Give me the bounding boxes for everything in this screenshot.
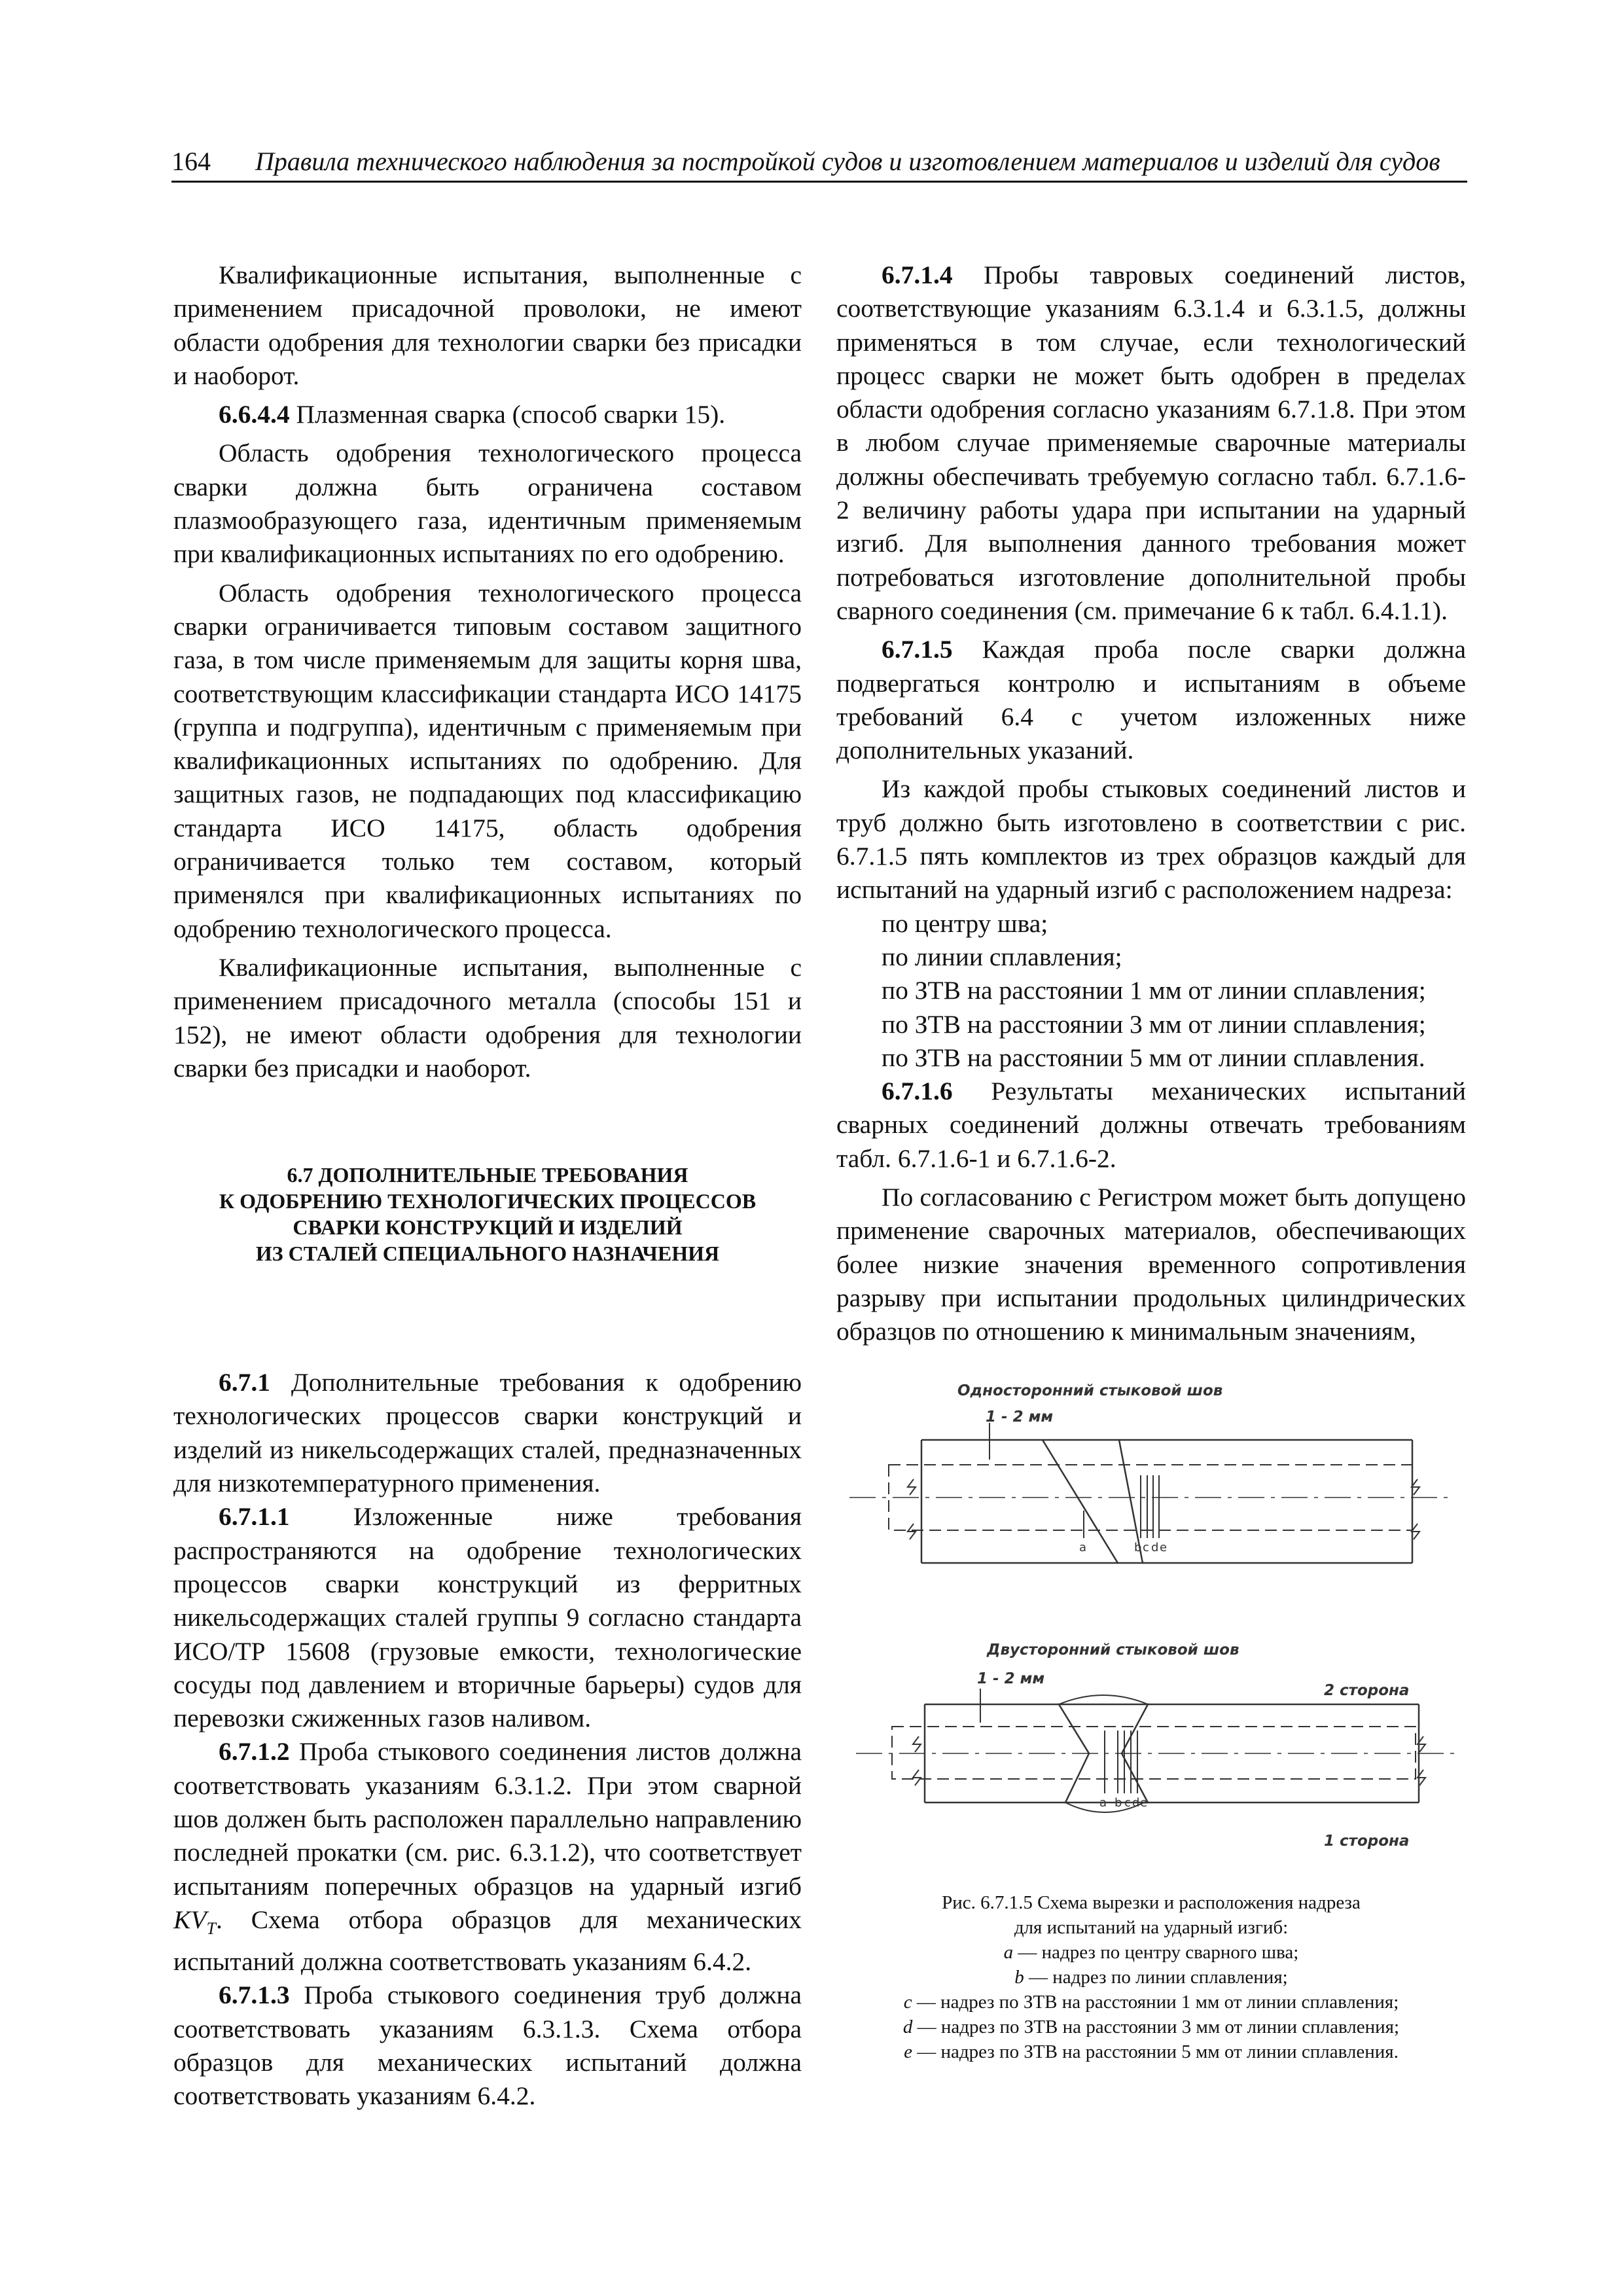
notch-mark-c: c: [1143, 1541, 1149, 1554]
notch-mark-c: c: [1124, 1796, 1131, 1810]
clause-number: 6.7.1.4: [882, 260, 953, 289]
legend-letter: d: [902, 2017, 913, 2037]
legend-letter: c: [903, 1992, 912, 2013]
paragraph-6-7-1-3: [173, 1979, 802, 2113]
diagram-title-double: Двусторонний стыковой шов: [987, 1641, 1240, 1659]
paragraph-text: . Схема отбора образцов для механических испытаний должна соответствовать указаниям 6.4.2.: [173, 1905, 802, 1977]
paragraph-text: Дополнительные требования к одобрению технологических процессов сварки конструкций и изделий из никельсодержащих сталей, предназначенных для низкотемпературного применения.: [173, 1368, 802, 1498]
list-item: по центру шва;: [882, 908, 1048, 938]
legend-item: [836, 1965, 1466, 1990]
weld-diagram: [836, 1380, 1466, 1890]
paragraph-text: Пробы тавровых соединений листов, соответствующие указаниям 6.3.1.4 и 6.3.1.5, должны применяться в том случае, если технологический процесс сварки не может быть одобрен в пределах области одобрения согласно указаниям 6.7.1.8. При этом в любом случае применяемые сварочные материалы должны обеспечивать требуемую согласно табл. 6.7.1.6-2 величину работы удара при испытании на ударный изгиб. Для выполнения данного требования может потребоваться изготовление дополнительной пробы сварного соединения (см. примечание 6 к табл. 6.4.1.1).: [836, 260, 1467, 625]
kv-subscript: T: [206, 1918, 216, 1938]
page-number: 164: [171, 147, 211, 176]
paragraph-text: Проба стыкового соединения труб должна соответствовать указаниям 6.3.1.3. Схема отбора образцов для механических испытаний должна соответствовать указаниям 6.4.2.: [173, 1981, 802, 2111]
list-item: по линии сплавления;: [882, 942, 1122, 971]
heading-line: 6.7 ДОПОЛНИТЕЛЬНЫЕ ТРЕБОВАНИЯ: [287, 1163, 688, 1187]
paragraph-6-7-1-1: [173, 1500, 802, 1735]
paragraph-6-7-1-2: [173, 1735, 802, 1979]
legend-letter: e: [904, 2041, 912, 2062]
caption-line: Рис. 6.7.1.5 Схема вырезки и расположения надреза: [942, 1892, 1361, 1913]
figure-caption: [836, 1890, 1466, 2064]
section-heading: [173, 1162, 802, 1266]
side-1-label: 1 сторона: [1324, 1833, 1410, 1850]
diagram-title-single: Односторонний стыковой шов: [957, 1382, 1223, 1399]
caption-line: для испытаний на ударный изгиб:: [1014, 1917, 1289, 1938]
legend-text: — надрез по ЗТВ на расстоянии 3 мм от линии сплавления;: [912, 2017, 1400, 2037]
heading-line: СВАРКИ КОНСТРУКЦИЙ И ИЗДЕЛИЙ: [293, 1215, 683, 1240]
dimension-label: 1 - 2 мм: [977, 1670, 1045, 1687]
legend-text: — надрез по ЗТВ на расстоянии 5 мм от линии сплавления.: [912, 2041, 1399, 2062]
clause-number: 6.7.1.3: [219, 1981, 290, 2010]
list-item: по ЗТВ на расстоянии 1 мм от линии сплавления;: [882, 976, 1426, 1005]
notch-mark-e: e: [1140, 1796, 1148, 1810]
paragraph: Квалификационные испытания, выполненные с применением присадочной проволоки, не имеют области одобрения для технологии сварки без присадки и наоборот.: [173, 260, 802, 390]
paragraph-text: Проба стыкового соединения листов должна соответствовать указаниям 6.3.1.2. При этом сварной шов должен быть расположен параллельно направлению последней прокатки (см. рис. 6.3.1.2), что соответствует испытаниям поперечных образцов на ударный изгиб: [173, 1737, 802, 1901]
running-title: Правила технического наблюдения за постройкой судов и изготовлением материалов и изделий для судов: [255, 147, 1440, 176]
paragraph: Из каждой пробы стыковых соединений листов и труб должно быть изготовлено в соответствии с рис. 6.7.1.5 пять комплектов из трех образцов каждый для испытаний на ударный изгиб с расположением надреза:: [836, 774, 1466, 905]
legend-letter: b: [1014, 1967, 1024, 1988]
heading-line: К ОДОБРЕНИЮ ТЕХНОЛОГИЧЕСКИХ ПРОЦЕССОВ: [219, 1189, 757, 1213]
legend-letter: a: [1003, 1942, 1014, 1963]
legend-item: [836, 2015, 1466, 2039]
paragraph-6-7-1-4: [836, 259, 1466, 628]
clause-number: 6.6.4.4: [219, 400, 290, 429]
notch-mark-d: d: [1151, 1541, 1159, 1554]
paragraph-6-7-1: [173, 1366, 802, 1500]
legend-item: [836, 1990, 1466, 2015]
paragraph-6-7-1-6: [836, 1075, 1466, 1175]
paragraph: Область одобрения технологического процесса сварки должна быть ограничена составом плазмообразующего газа, идентичным применяемым при квалификационных испытаниях по его одобрению.: [173, 439, 802, 569]
legend-item: [836, 2039, 1466, 2064]
side-2-label: 2 сторона: [1324, 1682, 1410, 1699]
notch-mark-e: e: [1160, 1541, 1168, 1554]
paragraph-text: Плазменная сварка (способ сварки 15).: [296, 400, 726, 429]
weld-groove-single: [1043, 1440, 1143, 1563]
clause-number: 6.7.1.6: [882, 1077, 953, 1106]
paragraph-text: Результаты механических испытаний сварных соединений должны отвечать требованиям табл. 6.7.1.6-1 и 6.7.1.6-2.: [836, 1077, 1467, 1173]
clause-number: 6.7.1.2: [219, 1737, 290, 1767]
notch-mark-b: b: [1115, 1796, 1122, 1810]
right-column: [836, 259, 1466, 1349]
list-item: по ЗТВ на расстоянии 3 мм от линии сплавления;: [882, 1009, 1426, 1039]
clause-number: 6.7.1.5: [882, 635, 953, 664]
left-column: [173, 259, 802, 2113]
dimension-label: 1 - 2 мм: [986, 1408, 1054, 1426]
legend-text: — надрез по центру сварного шва;: [1013, 1942, 1299, 1963]
paragraph: Квалификационные испытания, выполненные с применением присадочного металла (способы 151 и 152), не имеют области одобрения для технологии сварки без присадки и наоборот.: [173, 952, 802, 1083]
kv-symbol: KV: [173, 1905, 207, 1934]
paragraph-6-7-1-5: [836, 633, 1466, 767]
notch-mark-a: a: [1079, 1541, 1087, 1554]
paragraph: По согласованию с Регистром может быть допущено применение сварочных материалов, обеспечивающих более низкие значения временного сопротивления разрыву при испытании продольных цилиндрических образцов по отношению к минимальным значениям,: [836, 1183, 1466, 1346]
legend-text: — надрез по линии сплавления;: [1024, 1967, 1288, 1988]
legend-text: — надрез по ЗТВ на расстоянии 1 мм от линии сплавления;: [912, 1992, 1399, 2013]
specimen-outline: [892, 1727, 1416, 1779]
clause-number: 6.7.1.1: [219, 1502, 290, 1532]
heading-line: ИЗ СТАЛЕЙ СПЕЦИАЛЬНОГО НАЗНАЧЕНИЯ: [255, 1242, 720, 1266]
notch-mark-b: b: [1134, 1541, 1142, 1554]
paragraph: Область одобрения технологического процесса сварки ограничивается типовым составом защитного газа, в том числе применяемым для защиты корня шва, соответствующим классификации стандарта ИСО 14175 (группа и подгруппа), идентичным с применяемым при квалификационных испытаниях по одобрению. Для защитных газов, не подпадающих под классификацию стандарта ИСО 14175, область одобрения ограничивается только тем составом, который применялся при квалификационных испытаниях по одобрению технологического процесса.: [173, 578, 802, 943]
legend-item: [836, 1940, 1466, 1965]
paragraph-text: Изложенные ниже требования распространяются на одобрение технологических процессов сварки конструкций из ферритных никельсодержащих сталей группы 9 согласно стандарта ИСО/ТР 15608 (грузовые емкости, технологические сосуды под давлением и вторичные барьеры) судов для перевозки сжиженных газов наливом.: [173, 1502, 802, 1733]
notch-mark-a: a: [1099, 1796, 1107, 1810]
paragraph-text: Каждая проба после сварки должна подвергаться контролю и испытаниям в объеме требований 6.4 с учетом изложенных ниже дополнительных указаний.: [836, 635, 1467, 765]
clause-number: 6.7.1: [219, 1368, 270, 1397]
running-header: [171, 145, 1467, 183]
list-item: по ЗТВ на расстоянии 5 мм от линии сплавления.: [882, 1043, 1425, 1072]
paragraph-6-6-4-4: [173, 398, 802, 431]
notch-mark-d: d: [1132, 1796, 1140, 1810]
